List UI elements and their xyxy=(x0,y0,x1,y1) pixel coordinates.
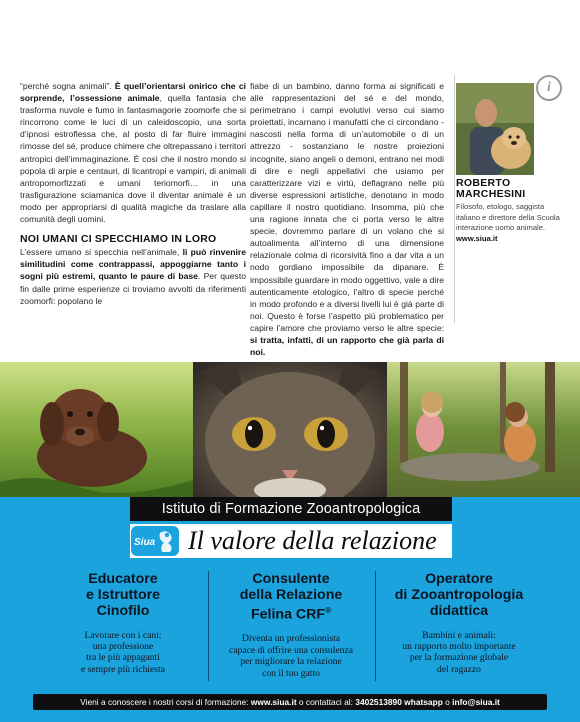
course-title: Educatore e Istruttore Cinofilo xyxy=(85,571,161,620)
svg-text:Siua: Siua xyxy=(134,537,156,548)
course-description: Diventa un professionista capace di offrire una consulenza per migliorare la relazione con il tuo gatto xyxy=(229,633,353,679)
author-name: ROBERTO MARCHESINI xyxy=(456,177,526,200)
course-divider xyxy=(208,571,209,681)
children-forest-photo xyxy=(387,362,580,497)
photo-strip xyxy=(0,362,580,497)
highlight-text: li può rinvenire similitudini come contrappassi, appoggiarne tanto i sogni più estremi, quanto le paure di base xyxy=(20,247,246,282)
course-card-operatore[interactable] xyxy=(384,571,534,675)
author-bio: Filosofo, etologo, saggista italiano e direttore della Scuola interazione uomo animale. www.siua.it xyxy=(456,202,560,243)
section-heading: NOI UMANI CI SPECCHIAMO IN LORO xyxy=(20,233,217,246)
course-divider xyxy=(375,571,376,681)
website-link[interactable]: www.siua.it xyxy=(250,697,297,707)
puppy-photo xyxy=(0,362,193,497)
author-photo xyxy=(456,83,534,175)
highlight-text: È quell’orientarsi onirico che ci sorprende, l’ossessione animale xyxy=(20,81,246,104)
info-icon: i xyxy=(536,75,562,101)
phone-number[interactable]: 3402513890 whatsapp xyxy=(355,697,443,707)
column-divider xyxy=(454,75,455,323)
banner-title: Istituto di Formazione Zooantropologica xyxy=(161,501,421,517)
siua-logo xyxy=(130,525,180,557)
highlight-text: si tratta, infatti, di un rapporto che già parla di noi. xyxy=(250,334,444,358)
course-card-educatore[interactable] xyxy=(48,571,198,675)
article-column-1 xyxy=(20,80,246,307)
banner-slogan: Il valore della relazione xyxy=(188,526,437,555)
course-title: Operatore di Zooantropologia didattica xyxy=(394,571,524,620)
cat-photo xyxy=(193,362,387,497)
course-description: Lavorare con i cani: una professione tra le più appaganti e sempre più richiesta xyxy=(81,629,165,675)
course-card-consulente[interactable] xyxy=(216,571,366,679)
author-site-link[interactable]: www.siua.it xyxy=(456,233,498,243)
article-paragraph: fiabe di un bambino, danno forma ai significati e alle rappresentazioni del sé e del mondo, perimetrano i campi evolutivi verso cui siamo proiettati, incarnano i manufatti che ci circondano - nascosti nella forma di un’automobile o di un attrezzo - sostanziano le nostre proiezioni incognite, siano angeli o demoni, entrano nei modi di dire e negli appellativi che usiamo per caratterizzare vizi e virtù, deflagrano nelle più diverse espressioni artistiche, denotano in modo capillare il nostro quotidiano. Insomma, più che una ragione innata che ci porta verso le altre specie, dovremmo parlare di un volano che si autoalimenta all’interno di una dimensione relazionale colma di ricorsività fino a dar vita a un nodo gordiano impossibile da dipanare. È impossibile guardare in modo oggettivo, vale a dire autenticamente etologico, l’altro di specie perché in modo profondo e a diversi livelli lui è già parte di noi. Questo è forse l’aspetto più problematico per capire l’amore che proviamo verso le altre specie: si tratta, infatti, di un rapporto che già parla di noi. xyxy=(250,81,444,358)
slogan-box xyxy=(130,524,452,558)
course-title: Consulente della Relazione Felina CRF® xyxy=(239,571,343,624)
ad-banner xyxy=(0,497,580,722)
article-paragraph: L’essere umano si specchia nell’animale, li può rinvenire similitudini come contrappassi, appoggiarne tanto i sogni più estremi, quanto le paure di base. Per questo fin dalle prime esperienze ci troviamo avvolti da riferimenti zoomorfi: popolano le xyxy=(20,247,246,306)
email-link[interactable]: info@siua.it xyxy=(452,697,500,707)
course-description: Bambini e animali: un rapporto molto importante per la formazione globale del ragazzo xyxy=(402,629,516,675)
contact-bar: Vieni a conoscere i nostri corsi di formazione: www.siua.it o contattaci al: 3402513890 whatsapp o info@siua.it xyxy=(33,694,547,710)
banner-title-strip xyxy=(130,497,452,521)
article-paragraph: “perché sogna animali”. È quell’orientarsi onirico che ci sorprende, l’ossessione animale, quella fantasia che trasforma nuvole e fumo in fantasmagorie zoomorfe che si rincorrono come le luci di un caleidoscopio, una sorta d’ipnosi estroflessa che, al posto di far fluire immagini rimosse del sé, produce chimere che oltrepassano i territori antropici dell’immaginazione. È così che il nostro mondo si popola di arpie e centauri, di licantropi e vampiri, di animali antropomorfizzati e umani teriomorfi… in una trasfigurazione sciamanica dove il diventar animale è un modo per appropriarsi di qualità magiche da traslare alla comunità degli uomini. xyxy=(20,81,247,225)
article-column-2 xyxy=(250,80,444,358)
